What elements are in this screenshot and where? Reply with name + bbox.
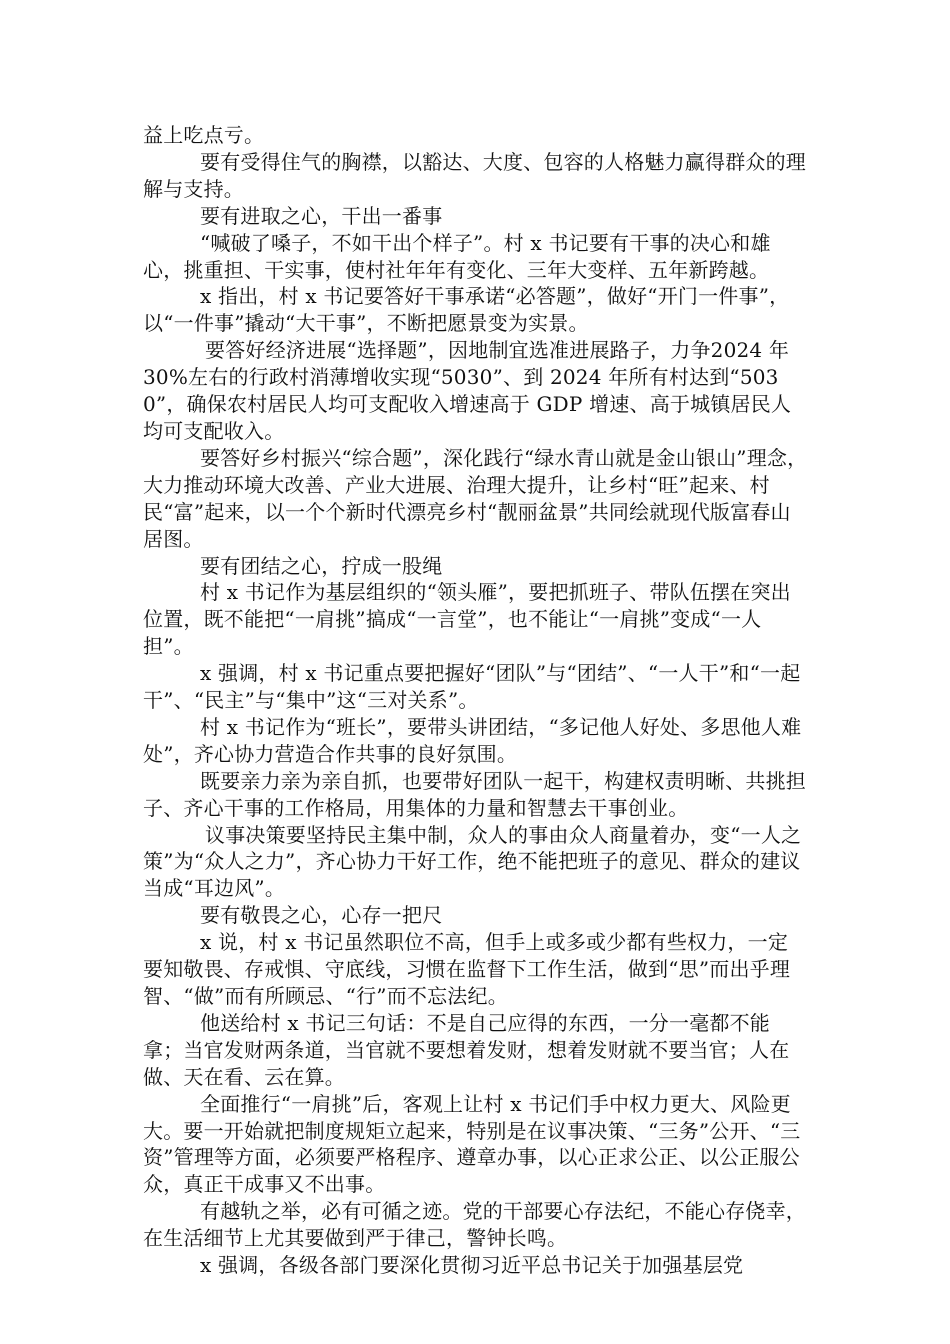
section-heading: 要有进取之心，干出一番事	[200, 203, 443, 228]
paragraph: 议事决策要坚持民主集中制，众人的事由众人商量着办，变“一人之策”为“众人之力”，齐心协力干好工作，绝不能把班子的意见、群众的建议当成“耳边风”。	[143, 822, 802, 901]
paragraph: x 强调，各级各部门要深化贯彻习近平总书记关于加强基层党	[200, 1253, 744, 1278]
paragraph: 要答好乡村振兴“综合题”，深化践行“绿水青山就是金山银山”理念，大力推动环境大改善、产业大进展、治理大提升，让乡村“旺”起来、村民“富”起来，以一个个新时代漂亮乡村“靓丽盆景”共同绘就现代版富春山居图。	[143, 445, 808, 551]
paragraph: 益上吃点亏。	[143, 123, 265, 147]
paragraph: 村 x 书记作为“班长”，要带头讲团结，“多记他人好处、多思他人难处”，齐心协力营造合作共事的良好氛围。	[143, 714, 802, 766]
paragraph: 村 x 书记作为基层组织的“领头雁”，要把抓班子、带队伍摆在突出位置，既不能把“一肩挑”搞成“一言堂”，也不能让“一肩挑”变成“一人担”。	[143, 580, 791, 659]
paragraph: 要答好经济进展“选择题”，因地制宜选准进展路子，力争2024 年 30%左右的行政村消薄增收实现“5030”、到 2024 年所有村达到“5030”，确保农村居民人均可支配收入增速高于 GDP 增速、高于城镇居民人均可支配收入。	[143, 338, 792, 443]
paragraph: 要有受得住气的胸襟，以豁达、大度、包容的人格魅力赢得群众的理解与支持。	[143, 149, 806, 201]
section-heading: 要有敬畏之心，心存一把尺	[200, 903, 443, 928]
paragraph: x 指出，村 x 书记要答好干事承诺“必答题”，做好“开门一件事”，以“一件事”撬动“大干事”，不断把愿景变为实景。	[143, 284, 790, 336]
paragraph: “喊破了嗓子，不如干出个样子”。村 x 书记要有干事的决心和雄心，挑重担、干实事，使村社年年有变化、三年大变样、五年新跨越。	[143, 230, 771, 282]
paragraph: 有越轨之举，必有可循之迹。党的干部要心存法纪，不能心存侥幸，在生活细节上尤其要做到严于律己，警钟长鸣。	[143, 1199, 806, 1251]
section-heading: 要有团结之心，拧成一股绳	[200, 553, 443, 578]
paragraph: x 强调，村 x 书记重点要把握好“团队”与“团结”、“一人干”和“一起干”、“民主”与“集中”这“三对关系”。	[143, 661, 801, 713]
document-body	[143, 122, 808, 1279]
paragraph: x 说，村 x 书记虽然职位不高，但手上或多或少都有些权力，一定要知敬畏、存戒惧、守底线，习惯在监督下工作生活，做到“思”而出乎理智、“做”而有所顾忌、“行”而不忘法纪。	[143, 930, 791, 1008]
paragraph: 全面推行“一肩挑”后，客观上让村 x 书记们手中权力更大、风险更大。要一开始就把制度规矩立起来，特别是在议事决策、“三务”公开、“三资”管理等方面，必须要严格程序、遵章办事，以心正求公正、以公正服公众，真正干成事又不出事。	[143, 1091, 801, 1197]
paragraph: 他送给村 x 书记三句话：不是自己应得的东西，一分一毫都不能拿；当官发财两条道，当官就不要想着发财，想着发财就不要当官；人在做、天在看、云在算。	[143, 1010, 790, 1089]
paragraph: 既要亲力亲为亲自抓，也要带好团队一起干，构建权责明晰、共挑担子、齐心干事的工作格局，用集体的力量和智慧去干事创业。	[143, 768, 806, 820]
